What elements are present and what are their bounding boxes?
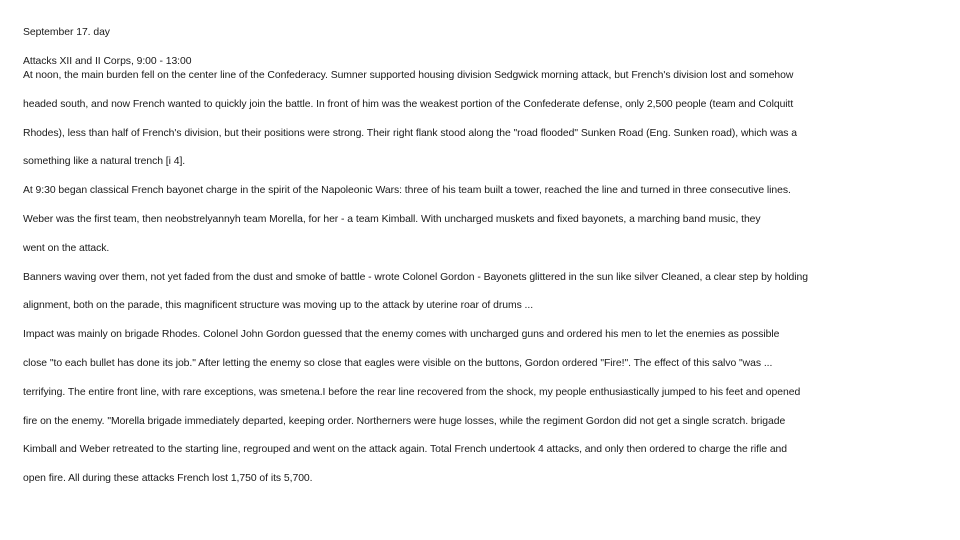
paragraph-line: Weber was the first team, then neobstrelyannyh team Morella, for her - a team Kimball. With uncharged muskets and fixed bayonets, a marching band music, they	[23, 213, 761, 225]
document-body	[23, 26, 928, 486]
paragraph-line: At noon, the main burden fell on the center line of the Confederacy. Sumner supported housing division Sedgwick morning attack, but French's division lost and somehow	[23, 70, 794, 81]
paragraph-line: something like a natural trench [i 4].	[23, 156, 186, 168]
paragraph-line: Rhodes), less than half of French's division, but their positions were strong. Their right flank stood along the "road flooded" Sunken Road (Eng. Sunken road), which was a	[23, 127, 798, 139]
quote-line: alignment, both on the parade, this magnificent structure was moving up to the attack by uterine roar of drums ...	[23, 300, 534, 312]
paragraph-line: Impact was mainly on brigade Rhodes. Colonel John Gordon guessed that the enemy comes with uncharged guns and ordered his men to let the enemies as possible	[23, 329, 780, 341]
paragraph-line: terrifying. The entire front line, with rare exceptions, was smetena.I before the rear line recovered from the shock, my people enthusiastically jumped to his feet and opened	[23, 386, 801, 398]
quote-line: Banners waving over them, not yet faded from the dust and smoke of battle - wrote Colonel Gordon - Bayonets glittered in the sun like silver Cleaned, a clear step by holding	[23, 271, 808, 283]
document-heading: September 17. day	[23, 27, 110, 38]
paragraph-line: At 9:30 began classical French bayonet charge in the spirit of the Napoleonic Wars: three of his team built a tower, reached the line and turned in three consecutive lines.	[23, 185, 791, 197]
paragraph-line: fire on the enemy. "Morella brigade immediately departed, keeping order. Northerners were huge losses, while the regiment Gordon did not get a single scratch. brigade	[23, 415, 786, 427]
paragraph-line: close "to each bullet has done its job." After letting the enemy so close that eagles were visible on the buttons, Gordon ordered "Fire!". The effect of this salvo "was ...	[23, 357, 773, 369]
paragraph-line: Kimball and Weber retreated to the starting line, regrouped and went on the attack again. Total French undertook 4 attacks, and only then ordered to charge the rifle and	[23, 444, 788, 456]
paragraph-line: open fire. All during these attacks French lost 1,750 of its 5,700.	[23, 473, 313, 485]
paragraph-line: headed south, and now French wanted to quickly join the battle. In front of him was the weakest portion of the Confederate defense, only 2,500 people (team and Colquitt	[23, 98, 794, 110]
section-subheading: Attacks XII and II Corps, 9:00 - 13:00	[23, 56, 192, 67]
paragraph-line: went on the attack.	[23, 242, 110, 254]
